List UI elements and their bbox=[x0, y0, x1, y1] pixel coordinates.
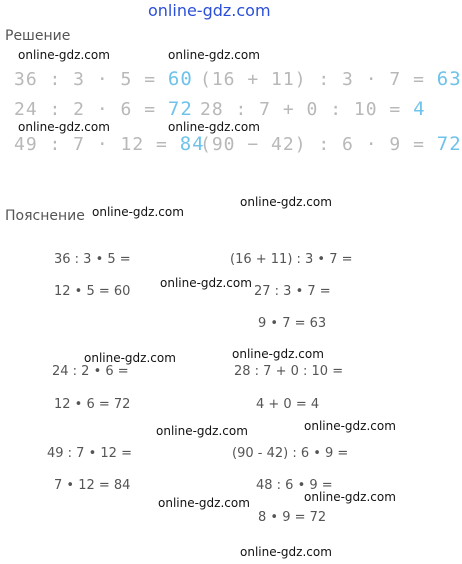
solution-row-3 bbox=[14, 98, 193, 120]
watermark: online-gdz.com bbox=[158, 496, 250, 510]
solution-expression: (90 − 42) : 6 · 9 = bbox=[200, 134, 425, 155]
solution-expression: 36 : 3 · 5 = bbox=[14, 69, 157, 90]
solution-expression: 49 : 7 · 12 = bbox=[14, 134, 168, 155]
solution-expression: 24 : 2 · 6 = bbox=[14, 99, 157, 120]
watermark: online-gdz.com bbox=[168, 48, 260, 62]
explanation-line: 7 • 12 = 84 bbox=[54, 478, 131, 493]
watermark: online-gdz.com bbox=[232, 347, 324, 361]
watermark: online-gdz.com bbox=[240, 545, 332, 559]
solution-row-2 bbox=[200, 68, 462, 90]
watermark: online-gdz.com bbox=[160, 276, 252, 290]
watermark: online-gdz.com bbox=[156, 424, 248, 438]
watermark: online-gdz.com bbox=[84, 351, 176, 365]
solution-row-6 bbox=[200, 133, 462, 155]
solution-row-1 bbox=[14, 68, 193, 90]
explanation-line: 36 : 3 • 5 = bbox=[54, 252, 131, 267]
solution-answer: 4 bbox=[413, 98, 426, 120]
explanation-line: 8 • 9 = 72 bbox=[258, 510, 327, 525]
watermark: online-gdz.com bbox=[92, 205, 184, 219]
watermark: online-gdz.com bbox=[18, 48, 110, 62]
explanation-line: 4 + 0 = 4 bbox=[256, 397, 320, 412]
explanation-line: 27 : 3 • 7 = bbox=[254, 284, 331, 299]
explanation-line: 12 • 6 = 72 bbox=[54, 397, 131, 412]
explanation-line: 28 : 7 + 0 : 10 = bbox=[234, 364, 344, 379]
watermark: online-gdz.com bbox=[304, 419, 396, 433]
explanation-line: (16 + 11) : 3 • 7 = bbox=[230, 252, 353, 267]
explanation-line: 24 : 2 • 6 = bbox=[52, 364, 129, 379]
solution-answer: 84 bbox=[179, 133, 205, 155]
solution-answer: 60 bbox=[167, 68, 193, 90]
solution-answer: 72 bbox=[436, 133, 462, 155]
watermark: online-gdz.com bbox=[18, 120, 110, 134]
explanation-line: 49 : 7 • 12 = bbox=[47, 446, 132, 461]
site-title: online-gdz.com bbox=[148, 1, 271, 20]
solution-row-4 bbox=[200, 98, 426, 120]
solution-heading: Решение bbox=[5, 28, 71, 44]
solution-answer: 72 bbox=[167, 98, 193, 120]
explanation-line: 9 • 7 = 63 bbox=[258, 316, 327, 331]
solution-answer: 63 bbox=[436, 68, 462, 90]
watermark: online-gdz.com bbox=[240, 195, 332, 209]
explanation-line: 12 • 5 = 60 bbox=[54, 284, 131, 299]
explanation-heading: Пояснение bbox=[5, 208, 85, 224]
solution-expression: 28 : 7 + 0 : 10 = bbox=[200, 99, 402, 120]
explanation-line: (90 - 42) : 6 • 9 = bbox=[232, 446, 349, 461]
watermark: online-gdz.com bbox=[168, 120, 260, 134]
watermark: online-gdz.com bbox=[304, 490, 396, 504]
solution-expression: (16 + 11) : 3 · 7 = bbox=[200, 69, 425, 90]
solution-row-5 bbox=[14, 133, 205, 155]
explanation-line: 48 : 6 • 9 = bbox=[256, 478, 333, 493]
